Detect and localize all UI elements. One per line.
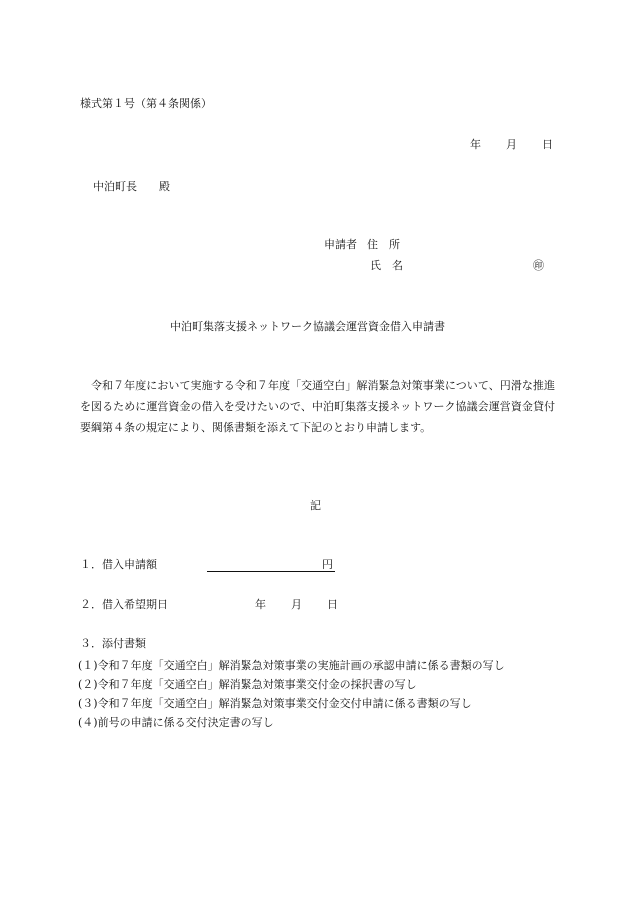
body-text: 令和７年度において実施する令和７年度「交通空白」解消緊急対策事業について、円滑な推進を図るために運営資金の借入を受けたいので、中泊町集落支援ネットワーク協議会運営資金貸付要綱第４条の規定により、関係書類を添えて下記のとおり申請します。 <box>80 379 555 434</box>
desired-year: 年 <box>255 598 266 611</box>
seal-mark: ㊞ <box>533 259 544 272</box>
ki-heading: 記 <box>310 499 321 512</box>
desired-date <box>255 598 338 612</box>
address-label: 住 所 <box>367 238 400 251</box>
date-year: 年 <box>470 138 481 151</box>
attachment-item: (１)令和７年度「交通空白」解消緊急対策事業の実施計画の承認申請に係る書類の写し <box>78 659 505 672</box>
amount-underline <box>207 557 335 572</box>
attachment-item: (２)令和７年度「交通空白」解消緊急対策事業交付金の採択書の写し <box>78 678 417 691</box>
applicant-name-label: 氏 名 <box>370 259 403 272</box>
attachment-item: (４)前号の申請に係る交付決定書の写し <box>78 716 274 729</box>
document-title: 中泊町集落支援ネットワーク協議会運営資金借入申請書 <box>170 320 445 333</box>
item2-label: ２．借入希望期日 <box>80 598 168 611</box>
attachment-item: (３)令和７年度「交通空白」解消緊急対策事業交付金交付申請に係る書類の写し <box>78 697 472 710</box>
applicant-label: 申請者 <box>324 238 357 251</box>
form-number: 様式第１号（第４条関係） <box>80 97 212 110</box>
application-date <box>470 138 553 152</box>
desired-month: 月 <box>291 598 302 611</box>
applicant-address-row <box>324 238 400 252</box>
item3-label: ３．添付書類 <box>80 637 146 650</box>
desired-day: 日 <box>327 598 338 611</box>
addressee-honorific: 殿 <box>159 180 170 193</box>
attachment-list <box>78 656 505 732</box>
date-day: 日 <box>542 138 553 151</box>
amount-unit: 円 <box>322 558 333 571</box>
item1-label: １．借入申請額 <box>80 558 157 571</box>
addressee <box>93 180 170 194</box>
addressee-name: 中泊町長 <box>93 180 137 193</box>
date-month: 月 <box>506 138 517 151</box>
